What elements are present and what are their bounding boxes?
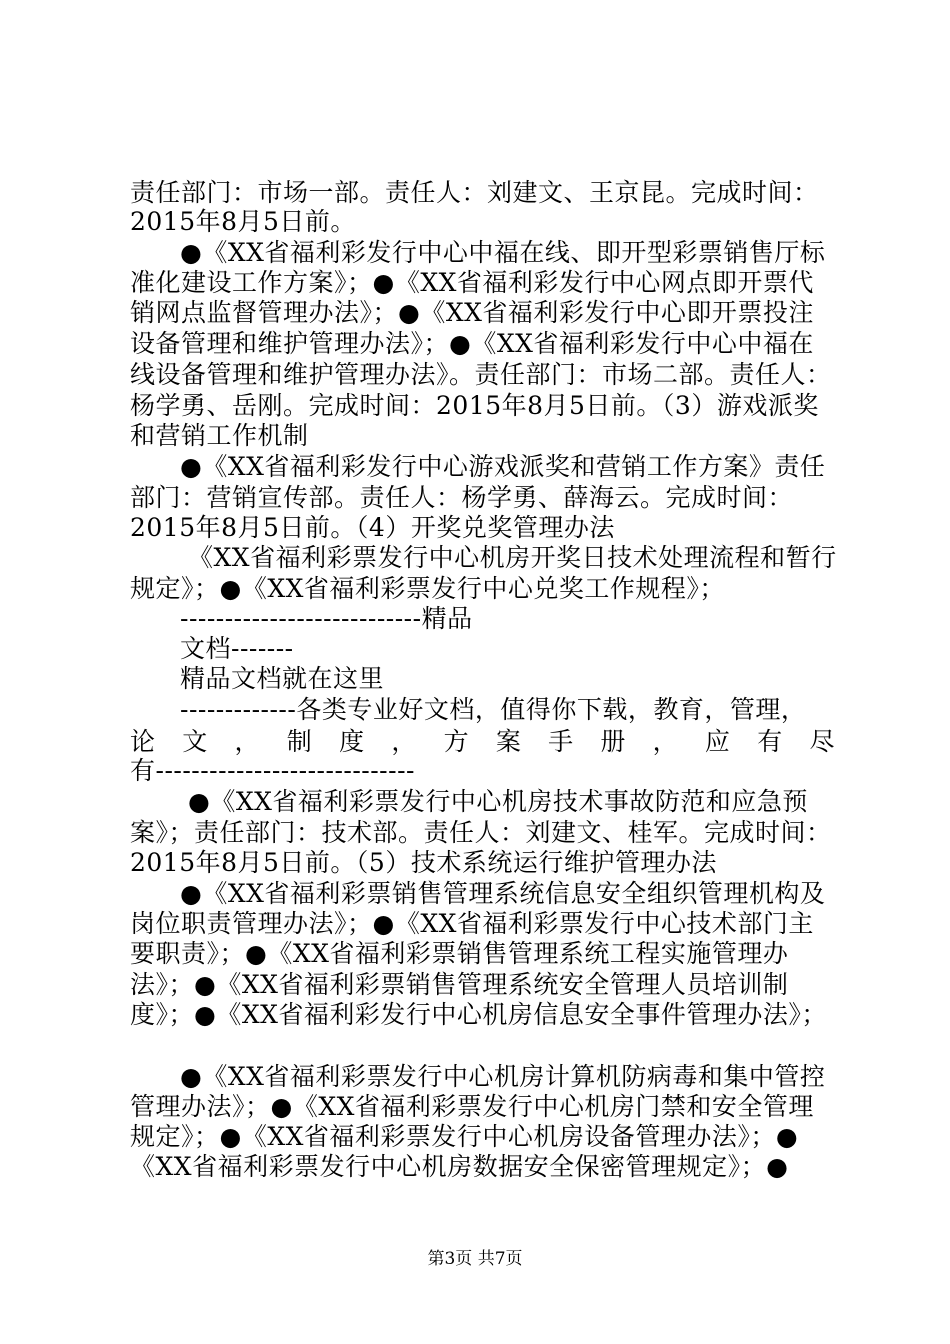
text-line: ●《XX省福利彩发行中心游戏派奖和营销工作方案》责任 <box>180 452 826 481</box>
text-line: 岗位职责管理办法》；●《XX省福利彩票发行中心技术部门主 <box>130 909 814 938</box>
text-line: 案》；责任部门：技术部。责任人：刘建文、桂军。完成时间： <box>130 818 832 847</box>
char: ， <box>652 727 679 756</box>
char: 方 <box>443 727 470 756</box>
text-line: ●《XX省福利彩发行中心中福在线、即开型彩票销售厅标 <box>180 238 826 267</box>
justified-text-line <box>130 727 835 757</box>
text-line: 《XX省福利彩票发行中心机房开奖日技术处理流程和暂行 <box>188 543 837 572</box>
text-line: -------------各类专业好文档，值得你下载，教育，管理， <box>180 695 807 724</box>
text-line: 责任部门：市场一部。责任人：刘建文、王京昆。完成时间： <box>130 178 819 207</box>
char: 文 <box>182 727 208 756</box>
text-line: ●《XX省福利彩票发行中心机房技术事故防范和应急预 <box>188 787 808 816</box>
text-line: 和营销工作机制 <box>130 421 309 450</box>
text-line: 线设备管理和维护管理办法》。责任部门：市场二部。责任人： <box>130 360 832 389</box>
char: 手 <box>548 727 574 756</box>
text-line: 设备管理和维护管理办法》；●《XX省福利彩发行中心中福在 <box>130 329 814 358</box>
char: 论 <box>130 727 156 756</box>
text-line: 文档------- <box>180 634 294 663</box>
text-line: 准化建设工作方案》；●《XX省福利彩发行中心网点即开票代 <box>130 268 814 297</box>
char: 度 <box>339 727 365 756</box>
char: ， <box>234 727 261 756</box>
page-number-footer: 第3页 共7页 <box>427 1249 523 1269</box>
char: 应 <box>704 727 731 756</box>
text-line: ---------------------------精品 <box>180 604 473 633</box>
text-line: 部门：营销宣传部。责任人：杨学勇、薛海云。完成时间： <box>130 483 794 512</box>
text-line: 销网点监督管理办法》；●《XX省福利彩发行中心即开票投注 <box>130 298 814 327</box>
text-line: 规定》；●《XX省福利彩票发行中心兑奖工作规程》； <box>130 574 725 603</box>
text-line: 2015年8月5日前。（4）开奖兑奖管理办法 <box>130 513 615 542</box>
text-line: 管理办法》；●《XX省福利彩票发行中心机房门禁和安全管理 <box>130 1092 814 1121</box>
text-line: 精品文档就在这里 <box>180 664 385 693</box>
char: 有 <box>757 727 783 756</box>
text-line: 杨学勇、岳刚。完成时间：2015年8月5日前。（3）游戏派奖 <box>130 391 819 420</box>
text-line: 要职责》；●《XX省福利彩票销售管理系统工程实施管理办 <box>130 939 789 968</box>
text-line: ●《XX省福利彩票发行中心机房计算机防病毒和集中管控 <box>180 1062 826 1091</box>
text-line: 度》；●《XX省福利彩发行中心机房信息安全事件管理办法》； <box>130 1000 827 1029</box>
text-line: 《XX省福利彩票发行中心机房数据安全保密管理规定》；● <box>130 1152 789 1181</box>
char: 册 <box>600 727 626 756</box>
text-line: 法》；●《XX省福利彩票销售管理系统安全管理人员培训制 <box>130 970 789 999</box>
char: 案 <box>495 727 522 756</box>
char: ， <box>391 727 417 756</box>
text-line: 有----------------------------- <box>130 756 415 785</box>
char: 制 <box>286 727 313 756</box>
text-line: 2015年8月5日前。 <box>130 207 356 236</box>
text-line: 2015年8月5日前。（5）技术系统运行维护管理办法 <box>130 848 717 877</box>
char: 尽 <box>809 727 835 756</box>
text-line: ●《XX省福利彩票销售管理系统信息安全组织管理机构及 <box>180 879 826 908</box>
text-line: 规定》；●《XX省福利彩票发行中心机房设备管理办法》；● <box>130 1122 799 1151</box>
